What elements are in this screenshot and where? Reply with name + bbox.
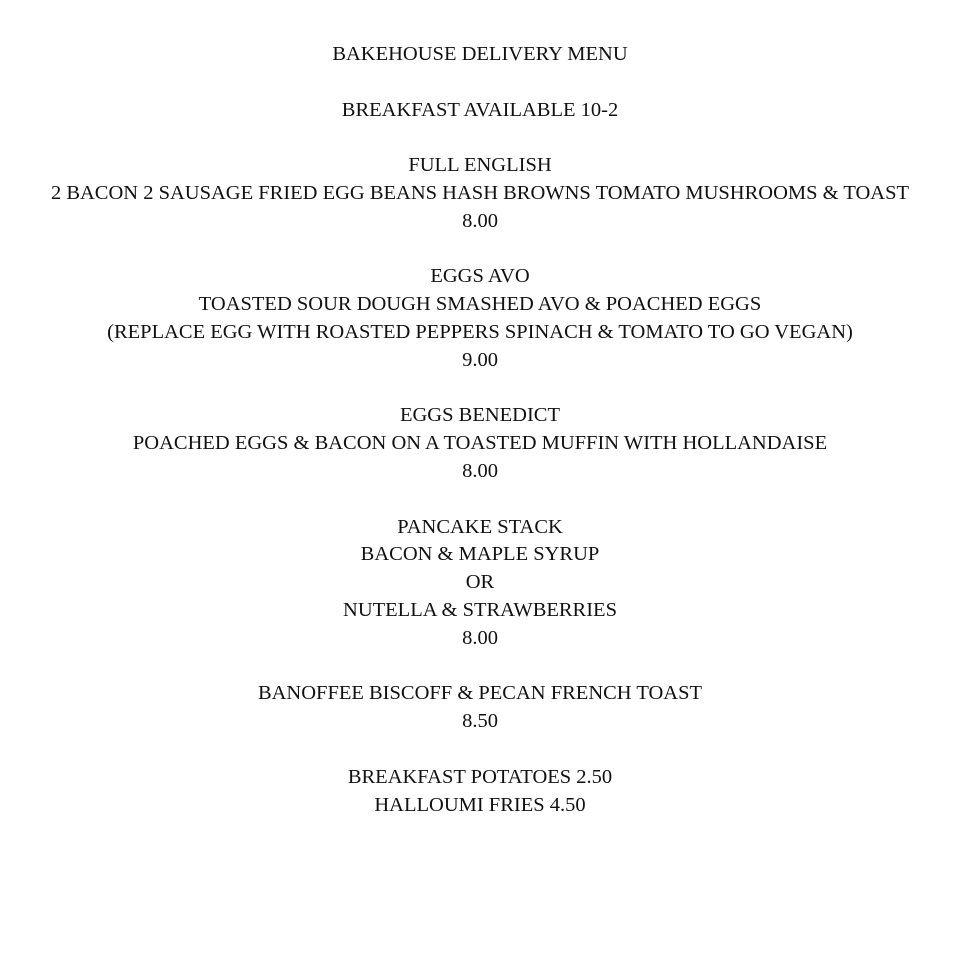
spacer: [0, 486, 960, 514]
item-price: 8.00: [462, 626, 498, 649]
item-description: 2 BACON 2 SAUSAGE FRIED EGG BEANS HASH BROWNS TOMATO MUSHROOMS & TOAST: [50, 181, 910, 204]
side-item: BREAKFAST POTATOES 2.50: [347, 765, 613, 788]
menu-document: [0, 41, 960, 819]
spacer: [0, 69, 960, 97]
spacer: [0, 236, 960, 264]
item-description: NUTELLA & STRAWBERRIES: [343, 598, 617, 621]
spacer: [0, 375, 960, 403]
item-name: EGGS BENEDICT: [399, 404, 560, 427]
menu-item-eggs-avo: [0, 263, 960, 374]
item-name: BANOFFEE BISCOFF & PECAN FRENCH TOAST: [257, 682, 703, 705]
side-item: HALLOUMI FRIES 4.50: [374, 793, 586, 816]
item-price: 8.00: [462, 209, 498, 232]
spacer: [0, 736, 960, 764]
item-description: POACHED EGGS & BACON ON A TOASTED MUFFIN WITH HOLLANDAISE: [132, 432, 828, 455]
menu-item-pancake-stack: [0, 514, 960, 653]
menu-title: BAKEHOUSE DELIVERY MENU: [332, 43, 628, 65]
item-price: 8.50: [462, 710, 498, 733]
item-description: BACON & MAPLE SYRUP: [360, 543, 600, 566]
item-price: 8.00: [462, 459, 498, 482]
menu-sides: [0, 764, 960, 820]
item-name: PANCAKE STACK: [397, 515, 563, 538]
item-description: (REPLACE EGG WITH ROASTED PEPPERS SPINACH & TOMATO TO GO VEGAN): [107, 320, 853, 343]
spacer: [0, 124, 960, 152]
menu-item-full-english: [0, 152, 960, 235]
availability-note: BREAKFAST AVAILABLE 10-2: [341, 98, 619, 121]
item-description: TOASTED SOUR DOUGH SMASHED AVO & POACHED EGGS: [198, 293, 762, 316]
menu-item-eggs-benedict: [0, 402, 960, 485]
spacer: [0, 653, 960, 681]
item-price: 9.00: [462, 348, 498, 371]
item-name: EGGS AVO: [430, 265, 530, 288]
menu-item-french-toast: [0, 680, 960, 736]
item-name: FULL ENGLISH: [408, 154, 552, 177]
item-description: OR: [465, 571, 495, 594]
